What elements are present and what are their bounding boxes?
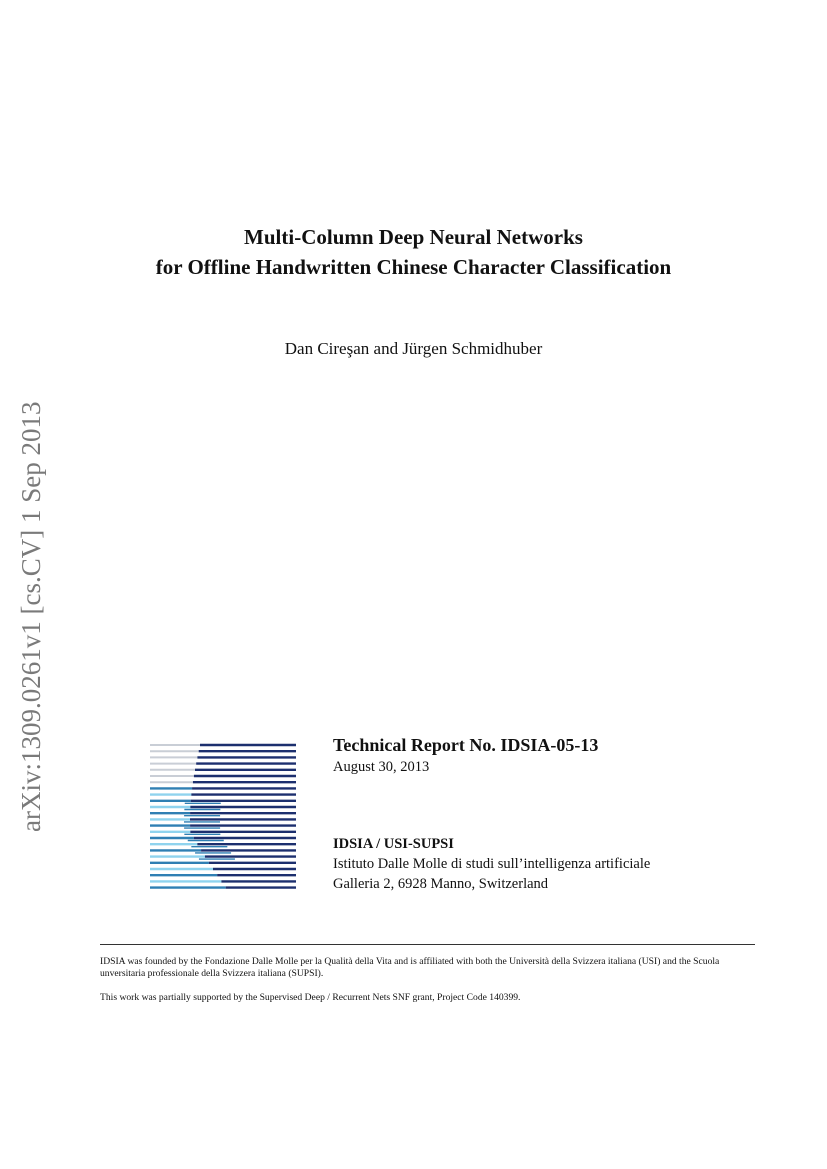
- idsia-logo: [150, 743, 298, 893]
- institution-name: IDSIA / USI-SUPSI: [333, 836, 454, 852]
- arxiv-stamp: arXiv:1309.0261v1 [cs.CV] 1 Sep 2013: [16, 401, 46, 832]
- authors: Dan Cireşan and Jürgen Schmidhuber: [284, 339, 543, 358]
- institution-address: Galleria 2, 6928 Manno, Switzerland: [333, 876, 549, 892]
- institution-line-1: Istituto Dalle Molle di studi sull’intelligenza artificiale: [333, 856, 651, 872]
- title-line-2: for Offline Handwritten Chinese Character Classification: [155, 255, 672, 279]
- report-date: August 30, 2013: [333, 759, 430, 775]
- footnote-rule: [100, 944, 755, 945]
- funding-footnote: This work was partially supported by the Supervised Deep / Recurrent Nets SNF grant, Project Code 140399.: [100, 992, 521, 1003]
- paper-title: [0, 222, 827, 282]
- title-line-1: Multi-Column Deep Neural Networks: [244, 225, 583, 249]
- report-number: Technical Report No. IDSIA-05-13: [333, 735, 599, 755]
- founding-footnote: IDSIA was founded by the Fondazione Dalle Molle per la Qualità della Vita and is affiliated with both the Università della Svizzera italiana (USI) and the Scuola unversitaria professionale della Svizzera italiana (SUPSI).: [100, 956, 720, 979]
